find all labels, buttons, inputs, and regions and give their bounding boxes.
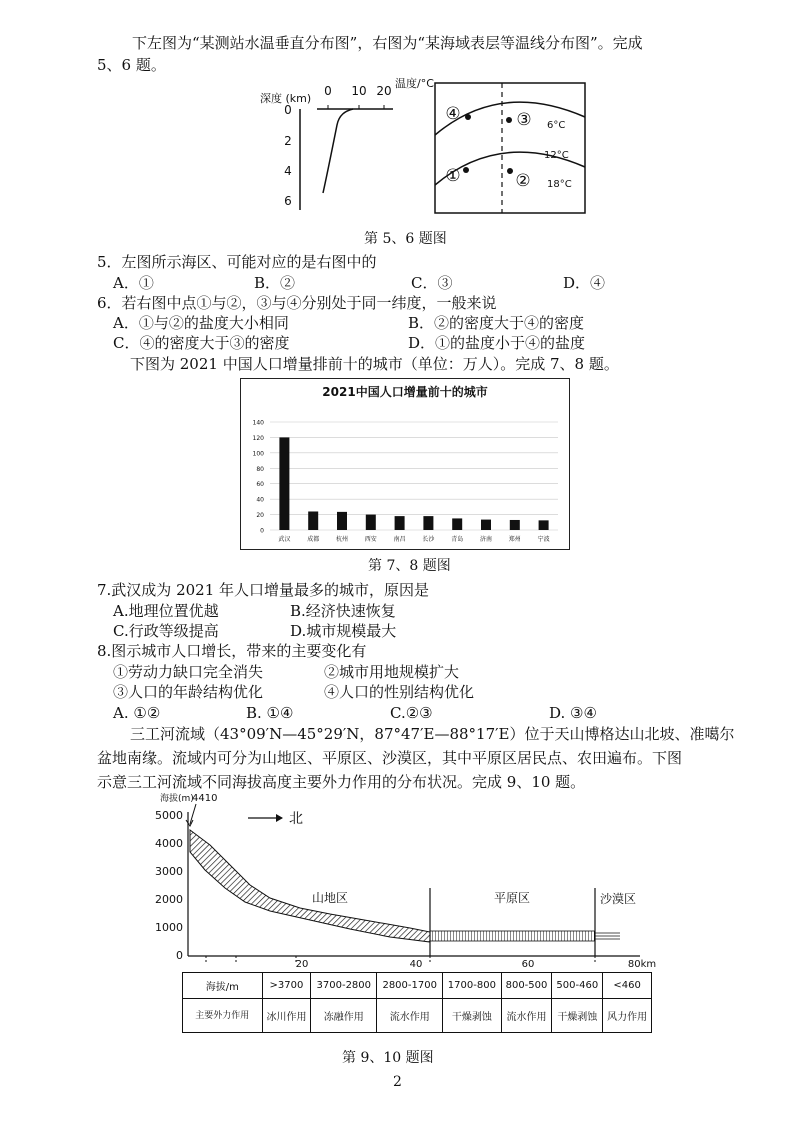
point-4 <box>465 114 471 120</box>
isotherm-label-6: 6°C <box>547 120 566 131</box>
chart-bar <box>423 516 433 530</box>
x-tick: 40 <box>409 959 423 970</box>
point-label-4: ④ <box>445 104 461 124</box>
point-label-2: ② <box>515 171 531 191</box>
table-cell: 干燥剥蚀 <box>552 999 603 1033</box>
point-label-1: ① <box>445 166 461 186</box>
temperature-profile-curve <box>323 109 353 193</box>
chart-x-label: 郑州 <box>508 536 521 543</box>
mountain-profile <box>190 830 430 942</box>
q8-item-2: ②城市用地规模扩大 <box>324 663 460 681</box>
chart-y-tick: 20 <box>256 512 264 520</box>
depth-tick: 4 <box>284 164 292 178</box>
chart-y-tick: 80 <box>256 465 264 473</box>
x-tick: 60 <box>521 959 535 970</box>
figure-9-10-profile <box>150 790 660 970</box>
chart-x-label: 宁波 <box>537 536 550 543</box>
q8-option-a: A. ①② <box>113 704 161 722</box>
depth-tick: 2 <box>284 134 292 148</box>
temp-tick: 0 <box>324 84 332 98</box>
point-2 <box>507 168 513 174</box>
temp-axis-label: 温度/°C <box>395 77 434 90</box>
table-header-cell: 2800-1700 <box>377 973 443 999</box>
figure-9-10-caption: 第 9、10 题图 <box>342 1050 434 1066</box>
table-row <box>183 999 652 1033</box>
chart-y-tick: 0 <box>260 527 264 535</box>
table-header-cell: 800-500 <box>501 973 552 999</box>
q6-option-a: A．①与②的盐度大小相同 <box>113 314 289 332</box>
north-label: 北 <box>289 811 303 827</box>
chart-y-tick: 40 <box>256 496 264 504</box>
population-bar-chart <box>240 378 570 550</box>
q5-stem: 5．左图所示海区、可能对应的是右图中的 <box>97 253 377 271</box>
intro-9-10-line1: 三工河流域（43°09′N—45°29′N，87°47′E—88°17′E）位于天山博格达山北坡、准噶尔 <box>130 725 735 743</box>
q8-option-b: B. ①④ <box>246 704 294 722</box>
chart-bar <box>337 512 347 530</box>
table-cell: 流水作用 <box>501 999 552 1033</box>
x-tick: 20 <box>295 959 309 970</box>
intro-5-6: 下左图为“某测站水温垂直分布图”，右图为“某海域表层等温线分布图”。完成 <box>132 34 643 52</box>
table-cell: 冰川作用 <box>262 999 311 1033</box>
chart-y-tick: 60 <box>256 481 264 489</box>
chart-x-label: 长沙 <box>422 536 435 543</box>
y-tick: 5000 <box>155 809 183 822</box>
q8-option-c: C.②③ <box>390 704 433 722</box>
isotherm-label-18: 18°C <box>547 179 572 190</box>
intro-5-6-cont: 5、6 题。 <box>97 56 166 74</box>
y-tick: 2000 <box>155 893 183 906</box>
zone-plain: 平原区 <box>493 891 531 905</box>
zone-desert: 沙漠区 <box>599 892 637 906</box>
chart-x-label: 杭州 <box>335 536 349 543</box>
q7-option-b: B.经济快速恢复 <box>290 602 396 620</box>
chart-bar <box>395 516 405 530</box>
table-header-cell: >3700 <box>262 973 311 999</box>
q5-option-a: A．① <box>113 274 154 292</box>
q6-option-b: B．②的密度大于④的密度 <box>408 314 585 332</box>
chart-bar <box>279 437 289 530</box>
intro-7-8: 下图为 2021 中国人口增量排前十的城市（单位：万人）。完成 7、8 题。 <box>130 355 619 373</box>
chart-title: 2021中国人口增量前十的城市 <box>322 385 488 399</box>
figure-7-8-caption: 第 7、8 题图 <box>368 558 451 574</box>
chart-x-label: 青岛 <box>451 536 464 543</box>
chart-x-label: 武汉 <box>278 536 291 543</box>
table-row <box>183 973 652 999</box>
chart-bar <box>308 511 318 530</box>
q7-option-c: C.行政等级提高 <box>113 622 219 640</box>
depth-tick: 0 <box>284 103 292 117</box>
intro-9-10-line3: 示意三工河流域不同海拔高度主要外力作用的分布状况。完成 9、10 题。 <box>97 773 586 791</box>
table-cell: 流水作用 <box>377 999 443 1033</box>
chart-y-tick: 100 <box>252 450 264 458</box>
table-row-header: 主要外力作用 <box>183 999 263 1033</box>
q8-option-d: D. ③④ <box>549 704 597 722</box>
y-tick: 1000 <box>155 921 183 934</box>
chart-x-label: 济南 <box>479 536 493 543</box>
q8-stem: 8.图示城市人口增长，带来的主要变化有 <box>97 642 367 660</box>
table-header-cell: 海拔/m <box>183 973 263 999</box>
isotherm-label-12: 12°C <box>544 150 569 161</box>
figure-5-6-caption: 第 5、6 题图 <box>364 231 447 247</box>
plain-profile <box>430 931 595 941</box>
chart-y-tick: 120 <box>252 434 264 442</box>
zone-mountain: 山地区 <box>311 891 349 905</box>
table-header-cell: <460 <box>603 973 652 999</box>
depth-tick: 6 <box>284 194 292 208</box>
table-header-cell: 1700-800 <box>443 973 501 999</box>
chart-bar <box>481 520 491 530</box>
y-tick: 0 <box>176 949 183 962</box>
point-3 <box>506 117 512 123</box>
q8-item-3: ③人口的年龄结构优化 <box>113 683 264 701</box>
chart-x-label: 西安 <box>364 536 377 543</box>
y-axis-label: 海拔(m) <box>160 794 194 804</box>
table-cell: 冻融作用 <box>311 999 377 1033</box>
depth-axis-label: 深度 (km) <box>260 92 312 105</box>
chart-frame <box>241 379 570 550</box>
q7-option-d: D.城市规模最大 <box>290 622 397 640</box>
q5-option-d: D．④ <box>563 274 606 292</box>
chart-bar <box>539 520 549 530</box>
q8-item-4: ④人口的性别结构优化 <box>324 683 475 701</box>
temp-tick: 20 <box>376 84 392 98</box>
intro-9-10-line2: 盆地南缘。流域内可分为山地区、平原区、沙漠区，其中平原区居民点、农田遍布。下图 <box>97 749 683 767</box>
chart-bar <box>510 520 520 530</box>
q8-item-1: ①劳动力缺口完全消失 <box>113 663 264 681</box>
point-1 <box>463 167 469 173</box>
chart-x-label: 南昌 <box>393 536 406 543</box>
figure-5-6 <box>255 75 600 225</box>
q5-option-b: B．② <box>254 274 296 292</box>
table-cell: 干燥剥蚀 <box>443 999 501 1033</box>
y-tick: 3000 <box>155 865 183 878</box>
temp-tick: 10 <box>351 84 367 98</box>
q6-option-c: C．④的密度大于③的密度 <box>113 334 290 352</box>
x-tick: 80km <box>627 959 657 970</box>
q7-option-a: A.地理位置优越 <box>113 602 219 620</box>
chart-y-tick: 140 <box>252 419 264 427</box>
chart-bar <box>452 518 462 530</box>
chart-x-label: 成都 <box>307 536 320 543</box>
table-header-cell: 500-460 <box>552 973 603 999</box>
q6-option-d: D．①的盐度小于④的盐度 <box>408 334 586 352</box>
external-force-table <box>182 972 652 1033</box>
chart-bar <box>366 515 376 530</box>
table-header-cell: 3700-2800 <box>311 973 377 999</box>
table-cell: 风力作用 <box>603 999 652 1033</box>
peak-elevation: 4410 <box>192 793 218 804</box>
q5-option-c: C．③ <box>411 274 453 292</box>
q7-stem: 7.武汉成为 2021 年人口增量最多的城市，原因是 <box>97 581 430 599</box>
q6-stem: 6．若右图中点①与②，③与④分别处于同一纬度，一般来说 <box>97 294 497 312</box>
y-tick: 4000 <box>155 837 183 850</box>
page-number: 2 <box>393 1074 402 1090</box>
point-label-3: ③ <box>516 110 532 130</box>
